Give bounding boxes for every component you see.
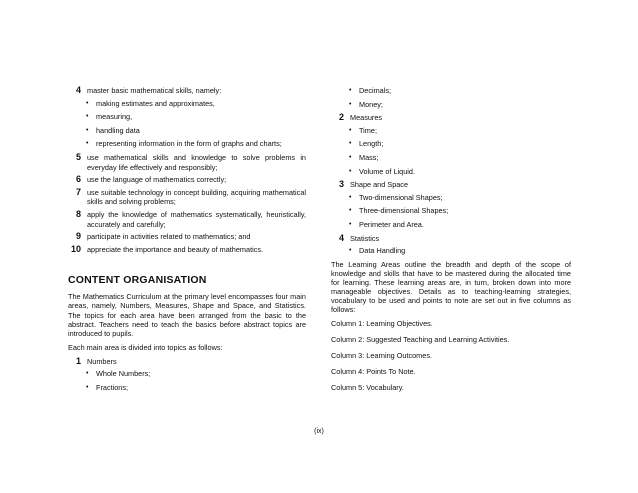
objective-text: apply the knowledge of mathematics systematically, heuristically, accurately and carefully; — [87, 209, 306, 229]
section-heading: CONTENT ORGANISATION — [68, 274, 207, 287]
area-number: 4 — [338, 232, 344, 243]
objective-6 — [68, 175, 306, 185]
list-item: • Fractions; — [68, 383, 306, 392]
list-item: • Mass; — [331, 153, 571, 162]
list-item: • Perimeter and Area. — [331, 220, 571, 229]
list-item: • Decimals; — [331, 86, 571, 95]
topic-list — [331, 246, 571, 255]
objective-7 — [68, 188, 306, 207]
topic-list — [68, 369, 306, 392]
column-description: Column 1: Learning Objectives. — [331, 319, 433, 329]
list-item: • Time; — [331, 126, 571, 135]
right-column — [331, 86, 571, 399]
objective-9 — [68, 232, 306, 242]
column-description: Column 5: Vocabulary. — [331, 383, 404, 393]
area-numbers — [68, 357, 306, 367]
area-number: 2 — [338, 112, 344, 123]
objective-5 — [68, 153, 306, 172]
objective-number: 10 — [70, 243, 81, 254]
area-title: Numbers — [87, 356, 117, 366]
paragraph: The Learning Areas outline the breadth and depth of the scope of knowledge and skills that have to be mastered during the allocated time for learning. These learning areas are, in turn, broken down into more manageable objectives. Details as to teaching-learning strategies, vocabulary to be used and points to note are set out in five columns as follows: — [331, 259, 571, 315]
list-item: • Money; — [331, 100, 571, 109]
topic-list — [331, 86, 571, 109]
objective-number: 5 — [75, 151, 81, 162]
area-statistics — [331, 234, 571, 244]
area-measures — [331, 113, 571, 123]
paragraph: Each main area is divided into topics as follows: — [68, 342, 223, 352]
page-number: (ix) — [314, 428, 324, 435]
area-shape-space — [331, 180, 571, 190]
list-item: • measuring, — [68, 112, 306, 121]
list-item: • Whole Numbers; — [68, 369, 306, 378]
objective-4 — [68, 86, 306, 96]
objective-number: 4 — [75, 85, 81, 95]
list-item: • representing information in the form of graphs and charts; — [68, 139, 306, 148]
area-title: Measures — [350, 113, 383, 123]
objective-text: master basic mathematical skills, namely: — [87, 86, 222, 95]
objective-text: appreciate the importance and beauty of mathematics. — [87, 244, 264, 254]
objective-number: 8 — [75, 208, 81, 219]
objective-text: use suitable technology in concept building, acquiring mathematical skills and solving problems; — [87, 187, 306, 207]
objective-number: 6 — [75, 174, 81, 185]
skills-list — [68, 99, 306, 149]
list-item: • Volume of Liquid. — [331, 167, 571, 176]
topic-list — [331, 193, 571, 229]
topic-list — [331, 126, 571, 176]
objective-text: participate in activities related to mathematics; and — [87, 232, 251, 242]
area-number: 1 — [75, 355, 81, 366]
list-item: • Data Handling — [331, 246, 571, 255]
list-item: • Three-dimensional Shapes; — [331, 206, 571, 215]
column-description: Column 2: Suggested Teaching and Learning Activities. — [331, 335, 510, 345]
area-title: Statistics — [350, 233, 380, 243]
column-description: Column 3: Learning Outcomes. — [331, 351, 432, 361]
objective-text: use mathematical skills and knowledge to solve problems in everyday life effectively and responsibly; — [87, 152, 306, 172]
left-column — [68, 86, 306, 397]
column-description: Column 4: Points To Note. — [331, 367, 416, 377]
area-number: 3 — [338, 179, 344, 190]
objective-8 — [68, 210, 306, 229]
paragraph: The Mathematics Curriculum at the primary level encompasses four main areas, namely, Numbers, Measures, Shape and Space, and Statistics. The topics for each area have been arranged from the basic to the abstract. Teachers need to teach the basics before abstract topics are introduced to pupils. — [68, 292, 306, 338]
list-item: • making estimates and approximates, — [68, 99, 306, 108]
area-title: Shape and Space — [350, 180, 409, 190]
objective-10 — [68, 245, 306, 255]
list-item: • Length; — [331, 139, 571, 148]
objective-number: 7 — [75, 186, 81, 197]
list-item: • Two-dimensional Shapes; — [331, 193, 571, 202]
objective-text: use the language of mathematics correctly; — [87, 175, 227, 185]
objective-number: 9 — [75, 231, 81, 242]
list-item: • handling data — [68, 126, 306, 135]
